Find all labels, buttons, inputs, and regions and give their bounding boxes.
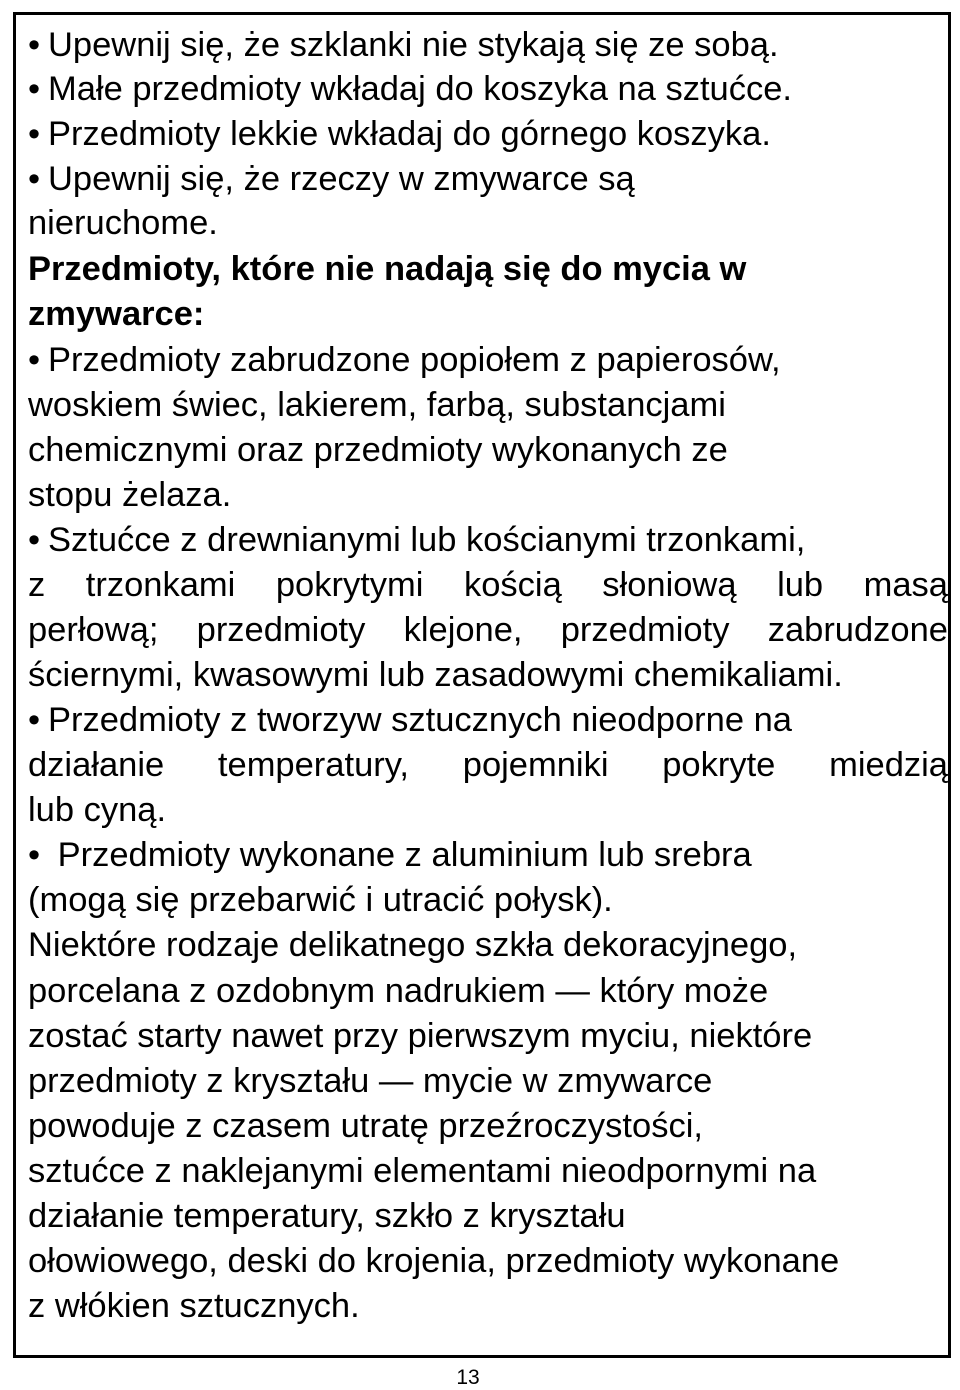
text-line-11: stopu żelaza. (28, 476, 232, 514)
bullet: • (28, 341, 41, 379)
bullet: • (28, 115, 41, 153)
section-heading-line-1: Przedmioty, które nie nadają się do mycia w (28, 250, 747, 288)
bullet: • (28, 701, 41, 739)
bullet-line-12 (28, 520, 805, 560)
page-number: 13 (456, 1366, 480, 1389)
text-line-22: porcelana z ozdobnym nadrukiem — który może (28, 972, 769, 1010)
text-line: Przedmioty lekkie wkładaj do górnego koszyka. (48, 115, 771, 153)
text-line-23: zostać starty nawet przy pierwszym myciu, niektóre (28, 1017, 813, 1055)
text-line-14: perłową; przedmioty klejone, przedmioty zabrudzone (28, 611, 948, 649)
text-line-24: przedmioty z kryształu — mycie w zmywarce (28, 1062, 713, 1100)
text-line: Upewnij się, że rzeczy w zmywarce są (48, 160, 635, 198)
text-line-15: ściernymi, kwasowymi lub zasadowymi chemikaliami. (28, 656, 843, 694)
bullet: • (28, 26, 41, 64)
text-line-28: ołowiowego, deski do krojenia, przedmioty wykonane (28, 1242, 840, 1280)
text-line: Małe przedmioty wkładaj do koszyka na sztućce. (48, 70, 792, 108)
text-line-25: powoduje z czasem utratę przeźroczystości, (28, 1107, 703, 1145)
section-heading-line-2: zmywarce: (28, 295, 205, 333)
text-line-10: chemicznymi oraz przedmioty wykonanych ze (28, 431, 728, 469)
text-line-27: działanie temperatury, szkło z kryształu (28, 1197, 626, 1235)
bullet-line-8 (28, 340, 781, 380)
text-line-9: woskiem świec, lakierem, farbą, substancjami (28, 386, 726, 424)
bullet: • (28, 160, 41, 198)
bullet-line-2 (28, 69, 792, 109)
text-line-17: działanie temperatury, pojemniki pokryte miedzią (28, 746, 948, 784)
bullet-line-3 (28, 114, 771, 154)
bullet-line-19 (28, 835, 752, 875)
text-line-21: Niektóre rodzaje delikatnego szkła dekoracyjnego, (28, 926, 798, 964)
text-line-26: sztućce z naklejanymi elementami nieodpornymi na (28, 1152, 817, 1190)
text-line-18: lub cyną. (28, 791, 167, 829)
text-line-13: z trzonkami pokrytymi kością słoniową lub masą (28, 566, 948, 604)
bullet-line-4 (28, 159, 635, 199)
bullet-line-16 (28, 700, 792, 740)
text-line-29: z włókien sztucznych. (28, 1287, 360, 1325)
text-line: Przedmioty zabrudzone popiołem z papierosów, (48, 341, 781, 379)
text-line: Przedmioty wykonane z aluminium lub srebra (57, 836, 752, 874)
text-line: Sztućce z drewnianymi lub kościanymi trzonkami, (48, 521, 806, 559)
text-line-20: (mogą się przebarwić i utracić połysk). (28, 881, 613, 919)
text-line: Upewnij się, że szklanki nie stykają się ze sobą. (48, 26, 779, 64)
text-line-5: nieruchome. (28, 204, 218, 242)
bullet: • (28, 836, 41, 874)
text-line: Przedmioty z tworzyw sztucznych nieodporne na (48, 701, 792, 739)
bullet: • (28, 70, 41, 108)
bullet: • (28, 521, 41, 559)
bullet-line-1 (28, 25, 779, 65)
